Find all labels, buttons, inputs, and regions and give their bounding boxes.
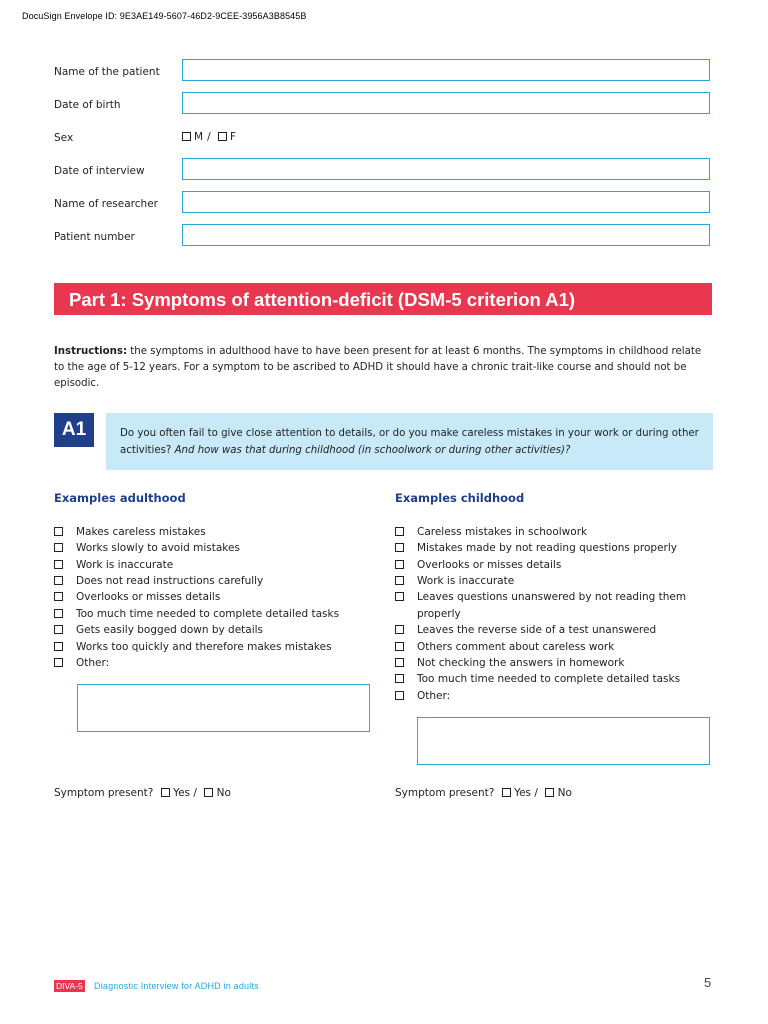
item-label: Mistakes made by not reading questions properly (417, 542, 677, 554)
childhood-heading: Examples childhood (395, 491, 525, 505)
symptom-label: Symptom present? (54, 787, 154, 799)
page-number: 5 (704, 975, 712, 990)
interview-date-field[interactable] (182, 158, 710, 180)
item-checkbox[interactable] (54, 592, 63, 601)
adulthood-symptom-present (54, 787, 231, 799)
question-childhood: And how was that during childhood (in schoolwork or during other activities)? (174, 445, 571, 456)
interview-date-label: Date of interview (54, 165, 145, 177)
no-checkbox[interactable] (204, 788, 213, 797)
item-label: Careless mistakes in schoolwork (417, 526, 588, 538)
patient-name-label: Name of the patient (54, 66, 160, 78)
adulthood-list (54, 524, 374, 674)
patient-name-field[interactable] (182, 59, 710, 81)
yes-label: Yes (514, 787, 532, 799)
item-checkbox[interactable] (54, 625, 63, 634)
item-checkbox[interactable] (395, 560, 404, 569)
item-checkbox[interactable] (54, 658, 63, 667)
item-label: properly (417, 608, 461, 620)
no-label: No (216, 787, 231, 799)
question-text (120, 425, 700, 459)
sex-m-label: M (194, 131, 204, 143)
yes-label: Yes (173, 787, 191, 799)
item-checkbox[interactable] (54, 642, 63, 651)
patient-number-label: Patient number (54, 231, 135, 243)
item-checkbox[interactable] (395, 658, 404, 667)
item-checkbox[interactable] (54, 527, 63, 536)
item-checkbox[interactable] (54, 609, 63, 618)
item-checkbox[interactable] (395, 642, 404, 651)
researcher-label: Name of researcher (54, 198, 158, 210)
item-label: Work is inaccurate (417, 575, 515, 587)
item-label: Works slowly to avoid mistakes (76, 542, 240, 554)
item-label: Too much time needed to complete detailed tasks (76, 608, 340, 620)
adulthood-other-field[interactable] (77, 684, 370, 732)
instructions-text: the symptoms in adulthood have to have been present for at least 6 months. The symptoms in childhood relate to the age of 5-12 years. For a symptom to be ascribed to ADHD it should have a chronic trait-like course and should not be episodic. (54, 346, 702, 389)
item-label: Not checking the answers in homework (417, 657, 625, 669)
footer-text: Diagnostic Interview for ADHD in adults (94, 981, 259, 991)
item-checkbox[interactable] (54, 576, 63, 585)
item-label: Makes careless mistakes (76, 526, 206, 538)
item-checkbox[interactable] (54, 560, 63, 569)
footer-tag: DIVA-5 (56, 981, 83, 991)
dob-field[interactable] (182, 92, 710, 114)
separator: / (534, 787, 538, 799)
item-checkbox[interactable] (395, 691, 404, 700)
item-label: Overlooks or misses details (76, 591, 221, 603)
researcher-field[interactable] (182, 191, 710, 213)
instructions-label: Instructions: (54, 346, 128, 357)
question-badge: A1 (54, 413, 94, 447)
item-label: Leaves questions unanswered by not reading them (417, 591, 687, 603)
item-label: Does not read instructions carefully (76, 575, 264, 587)
item-checkbox[interactable] (54, 543, 63, 552)
sex-m-checkbox[interactable] (182, 132, 191, 141)
separator: / (193, 787, 197, 799)
sex-options (182, 131, 240, 143)
item-label: Gets easily bogged down by details (76, 624, 264, 636)
item-label: Overlooks or misses details (417, 559, 562, 571)
item-label: Others comment about careless work (417, 641, 615, 653)
item-checkbox[interactable] (395, 625, 404, 634)
item-checkbox[interactable] (395, 543, 404, 552)
question-main: Do you often fail to give close attention to details, or do you make careless mistakes in your work or during other activities? (120, 428, 699, 456)
item-checkbox[interactable] (395, 592, 404, 601)
symptom-label: Symptom present? (395, 787, 495, 799)
item-label: Too much time needed to complete detailed tasks (417, 673, 681, 685)
adulthood-heading: Examples adulthood (54, 491, 186, 505)
part-title: Part 1: Symptoms of attention-deficit (DSM-5 criterion A1) (69, 289, 576, 310)
patient-number-field[interactable] (182, 224, 710, 246)
item-checkbox[interactable] (395, 576, 404, 585)
instructions (54, 344, 714, 392)
item-label: Other: (76, 657, 110, 669)
yes-checkbox[interactable] (502, 788, 511, 797)
childhood-list (395, 524, 715, 709)
item-label: Other: (417, 690, 451, 702)
dob-label: Date of birth (54, 99, 121, 111)
item-label: Works too quickly and therefore makes mistakes (76, 641, 332, 653)
item-checkbox[interactable] (395, 674, 404, 683)
item-label: Work is inaccurate (76, 559, 174, 571)
item-label: Leaves the reverse side of a test unanswered (417, 624, 657, 636)
yes-checkbox[interactable] (161, 788, 170, 797)
childhood-symptom-present (395, 787, 572, 799)
no-label: No (557, 787, 572, 799)
no-checkbox[interactable] (545, 788, 554, 797)
sex-separator: / (207, 131, 211, 143)
sex-f-label: F (229, 131, 236, 143)
sex-label: Sex (54, 132, 74, 144)
item-checkbox[interactable] (395, 527, 404, 536)
envelope-id: DocuSign Envelope ID: 9E3AE149-5607-46D2-9CEE-3956A3B8545B (22, 11, 307, 21)
childhood-other-field[interactable] (417, 717, 710, 765)
sex-f-checkbox[interactable] (218, 132, 227, 141)
